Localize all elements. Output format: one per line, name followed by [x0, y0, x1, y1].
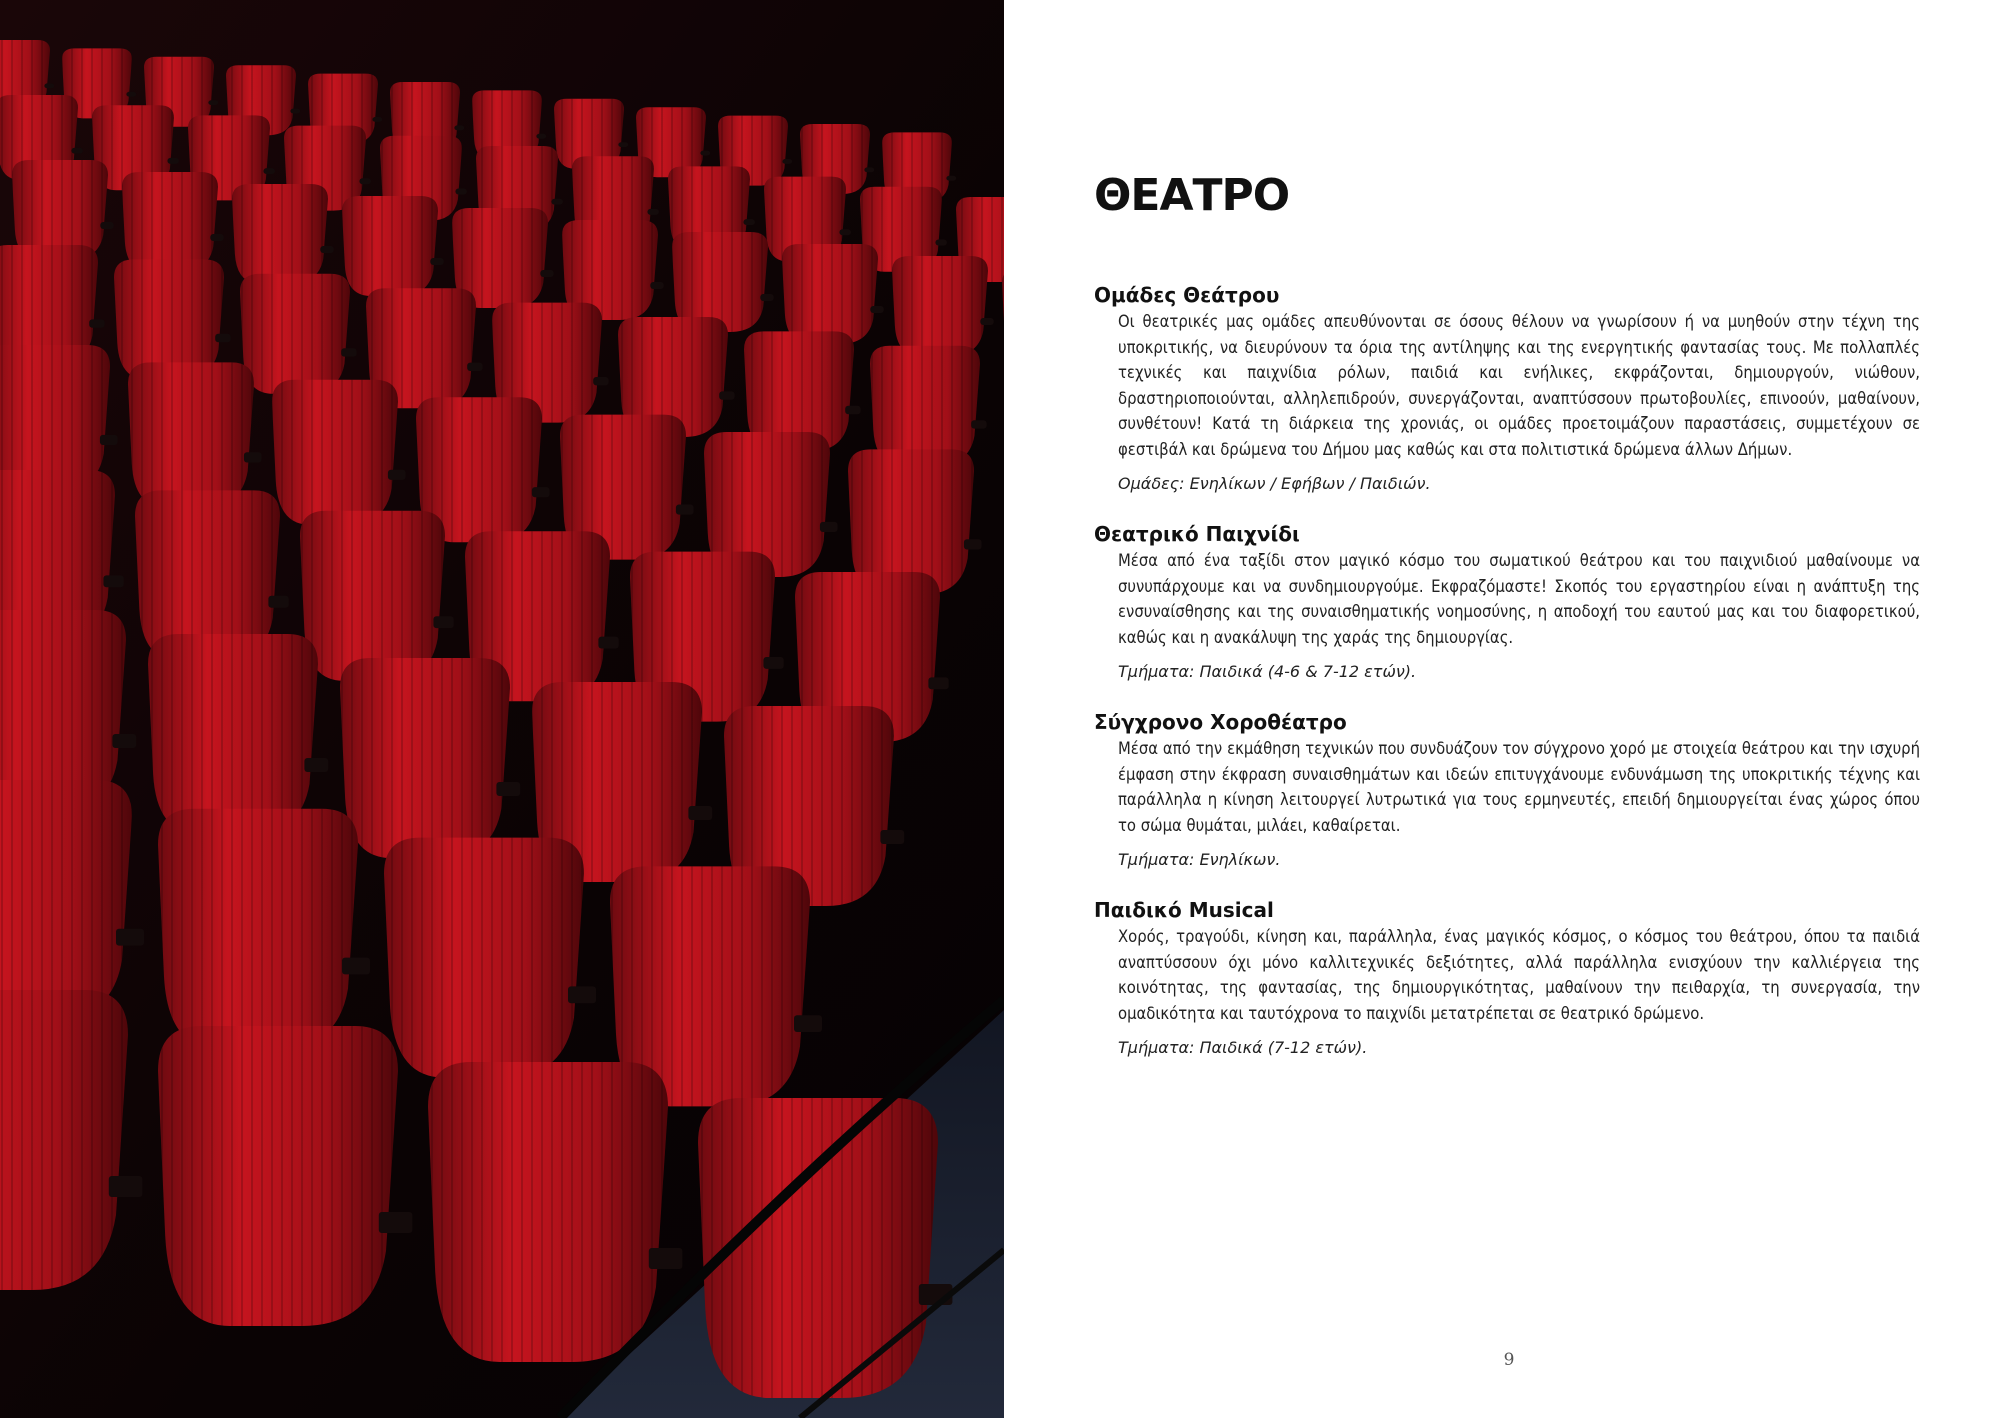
armrest [598, 637, 618, 649]
seat-fabric-texture [114, 259, 224, 379]
armrest [244, 452, 262, 462]
armrest [532, 487, 550, 497]
seat-fabric-texture [122, 172, 218, 272]
armrest [864, 167, 874, 172]
seat-fabric-texture [240, 274, 350, 394]
armrest [430, 258, 443, 265]
section-theatre-groups [1094, 283, 1920, 496]
seat-fabric-texture [782, 244, 878, 344]
armrest [44, 83, 54, 88]
armrest [496, 782, 520, 796]
armrest [676, 505, 694, 515]
seat-fabric-texture [340, 658, 510, 858]
seat-fabric-texture [158, 809, 358, 1049]
section-kids-musical [1094, 898, 1920, 1060]
armrest [304, 758, 328, 772]
section-note: Τμήματα: Ενηλίκων. [1118, 850, 1281, 869]
armrest [820, 522, 838, 532]
armrest [372, 117, 382, 122]
section-body: Μέσα από ένα ταξίδι στον μαγικό κόσμο του σωματικού θεάτρου και του παιχνιδιού μαθαίνουμε να συνυπάρχουμε και να συνδημιουργούμε. Εκφραζόμαστε! Σκοπός του εργαστηρίου είναι η ανάπτυξη της ενσυναίσθησης και της συναισθηματικής νοημοσύνης, η αποδοχή του εαυτού μας και του διαφορετικού, καθώς και η ανακάλυψη της χαράς της δημιουργίας. [1118, 551, 1920, 647]
seat-fabric-texture [342, 196, 438, 296]
armrest [71, 148, 82, 154]
armrest [263, 168, 274, 174]
armrest [964, 539, 982, 549]
seat-fabric-texture [128, 362, 254, 507]
section-title: Παιδικό Musical [1094, 898, 1274, 922]
armrest [568, 986, 596, 1003]
armrest [647, 209, 658, 215]
seat-fabric-texture [892, 256, 988, 356]
seat-fabric-texture [158, 1026, 398, 1326]
armrest [935, 240, 946, 246]
armrest [618, 142, 628, 147]
armrest [593, 377, 608, 385]
armrest [342, 958, 370, 975]
section-note: Ομάδες: Ενηλίκων / Εφήβων / Παιδιών. [1118, 474, 1431, 493]
armrest [540, 270, 553, 277]
seat-fabric-texture [0, 780, 132, 1020]
armrest [971, 420, 986, 428]
armrest [268, 596, 288, 608]
armrest [290, 109, 300, 114]
seat-fabric-texture [870, 346, 980, 466]
section-theatre-play [1094, 522, 1920, 684]
armrest [536, 134, 546, 139]
armrest [89, 319, 104, 327]
page-number: 9 [1503, 1350, 1515, 1370]
armrest [649, 1248, 683, 1269]
seat-fabric-texture [148, 634, 318, 834]
section-title: Θεατρικό Παιχνίδι [1094, 522, 1300, 546]
armrest [870, 306, 883, 313]
seat-fabric-texture [384, 838, 584, 1078]
section-body: Μέσα από την εκμάθηση τεχνικών που συνδυάζουν τον σύγχρονο χορό με στοιχεία θεάτρου και την ισχυρή έμφαση στην έκφραση συναισθημάτων και ιδεών επιτυγχάνουμε ενδυνάμωση της υποκριτικής τέχνης και παράλληλα η κίνηση λειτουργεί λυτρωτικά για τους ερμηνευτές, επειδή δημιουργείται ένας χώρος όπου το σώμα θυμάται, μιλάει, καθαίρεται. [1118, 739, 1920, 835]
armrest [210, 234, 223, 241]
armrest [763, 657, 783, 669]
seat-fabric-texture [300, 511, 445, 681]
armrest [467, 363, 482, 371]
armrest [650, 282, 663, 289]
article-content [1094, 170, 1920, 1086]
armrest [688, 806, 712, 820]
armrest [980, 318, 993, 325]
armrest [379, 1212, 413, 1233]
armrest [700, 151, 710, 156]
seat-fabric-texture [0, 345, 110, 490]
armrest [743, 219, 754, 225]
armrest [112, 734, 136, 748]
armrest [760, 294, 773, 301]
armrest [359, 178, 370, 184]
armrest [126, 92, 136, 97]
seat-fabric-texture [272, 380, 398, 525]
armrest [839, 229, 850, 235]
armrest [551, 199, 562, 205]
section-title: Ομάδες Θεάτρου [1094, 283, 1280, 307]
armrest [845, 406, 860, 414]
page-title: ΘΕΑΤΡΟ [1094, 170, 1290, 221]
armrest [100, 435, 118, 445]
seat-fabric-texture [428, 1062, 668, 1362]
armrest [167, 158, 178, 164]
section-body: Οι θεατρικές μας ομάδες απευθύνονται σε όσους θέλουν να γνωρίσουν ή να μυηθούν στην τέχνη της υποκριτικής, να διευρύνουν τα όρια της αντίληψης και της ενεργητικής φαντασίας τους. Με πολλαπλές τεχνικές και παιχνίδια ρόλων, παιδιά και ενήλικες, εκφράζονται, δημιουργούν, νιώθουν, δραστηριοποιούνται, αλληλεπιδρούν, συνεργάζονται, αναπτύσσουν πρωτοβουλίες, επινοούν, μαθαίνουν, συνθέτουν! Κατά τη διάρκεια της χρονιάς, οι ομάδες προετοιμάζουν παραστάσεις, συμμετέχουν σε φεστιβάλ και δρώμενα του Δήμου μας καθώς και στα πολιτιστικά δρώμενα άλλων Δήμων. [1118, 312, 1920, 459]
section-body: Χορός, τραγούδι, κίνηση και, παράλληλα, ένας μαγικός κόσμος, ο κόσμος του θεάτρου, όπου τα παιδιά αναπτύσσουν όχι μόνο καλλιτεχνικές δεξιότητες, αλλά παράλληλα ενισχύουν την καλλιέργεια της κοινότητας, της φαντασίας, της δημιουργικότητας, μαθαίνουν την πειθαρχία, τη συνεργασία, την ομαδικότητα και ταυτόχρονα το παιχνίδι μετατρέπεται σε θεατρικό δρώμενο. [1118, 927, 1920, 1023]
section-note: Τμήματα: Παιδικά (4-6 & 7-12 ετών). [1118, 662, 1417, 681]
armrest [433, 616, 453, 628]
armrest [109, 1176, 143, 1197]
section-dance-theatre [1094, 710, 1920, 872]
armrest [782, 159, 792, 164]
armrest [880, 830, 904, 844]
armrest [928, 677, 948, 689]
armrest [320, 246, 333, 253]
armrest [388, 470, 406, 480]
armrest [100, 222, 113, 229]
armrest [208, 100, 218, 105]
section-title: Σύγχρονο Χοροθέατρο [1094, 710, 1347, 734]
armrest [794, 1015, 822, 1032]
section-note: Τμήματα: Παιδικά (7-12 ετών). [1118, 1038, 1368, 1057]
armrest [946, 176, 956, 181]
armrest [103, 575, 123, 587]
armrest [116, 929, 144, 946]
armrest [454, 125, 464, 130]
armrest [455, 189, 466, 195]
armrest [341, 348, 356, 356]
armrest [215, 334, 230, 342]
seat-fabric-texture [232, 184, 328, 284]
armrest [719, 391, 734, 399]
